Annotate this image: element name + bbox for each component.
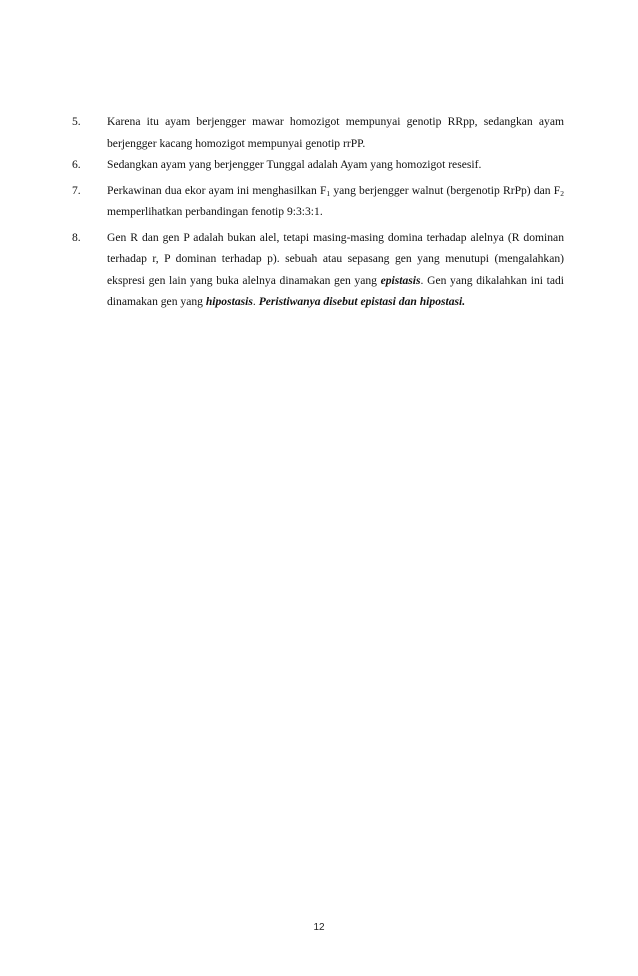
text-segment: Perkawinan dua ekor ayam ini menghasilkan F	[107, 183, 327, 197]
text-segment: memperlihatkan perbandingan fenotip 9:3:3:1.	[107, 205, 323, 218]
list-text: Sedangkan ayam yang berjengger Tunggal adalah Ayam yang homozigot resesif.	[107, 158, 482, 171]
list-number: 8.	[72, 230, 81, 244]
list-item-8	[72, 227, 564, 313]
list-text: Karena itu ayam berjengger mawar homozigot mempunyai genotip RRpp, sedangkan ayam berjengger kacang homozigot mempunyai genotip rrPP.	[107, 115, 564, 150]
emphasized-term: epistasis	[380, 273, 421, 287]
text-segment: .	[252, 295, 259, 308]
subscript: 2	[560, 188, 564, 198]
emphasized-conclusion: Peristiwanya disebut epistasi dan hipostasi.	[258, 295, 466, 308]
list-number: 6.	[72, 158, 81, 171]
text-segment: . Gen yang dikalahkan ini tadi dinamakan gen yang	[107, 273, 564, 308]
list-item-7	[72, 180, 564, 223]
list-number: 5.	[72, 115, 81, 128]
list-text	[107, 180, 564, 223]
list-text	[107, 227, 564, 313]
text-segment: yang berjengger walnut (bergenotip RrPp) dan F	[330, 183, 561, 197]
subscript: 1	[326, 188, 331, 198]
emphasized-term: hipostasis	[205, 295, 253, 308]
list-number: 7.	[72, 183, 81, 197]
list-item-6	[72, 154, 564, 176]
text-segment: Gen R dan gen P adalah bukan alel, tetapi masing-masing domina terhadap alelnya (R dominan terhadap r, P dominan terhadap p). sebuah atau sepasang gen yang menutupi (mengalahkan) ekspresi gen lain yang buka alelnya dinamakan gen yang	[107, 230, 564, 287]
list-item-5	[72, 111, 564, 154]
numbered-list	[72, 111, 564, 313]
page-number: 12	[313, 922, 325, 933]
